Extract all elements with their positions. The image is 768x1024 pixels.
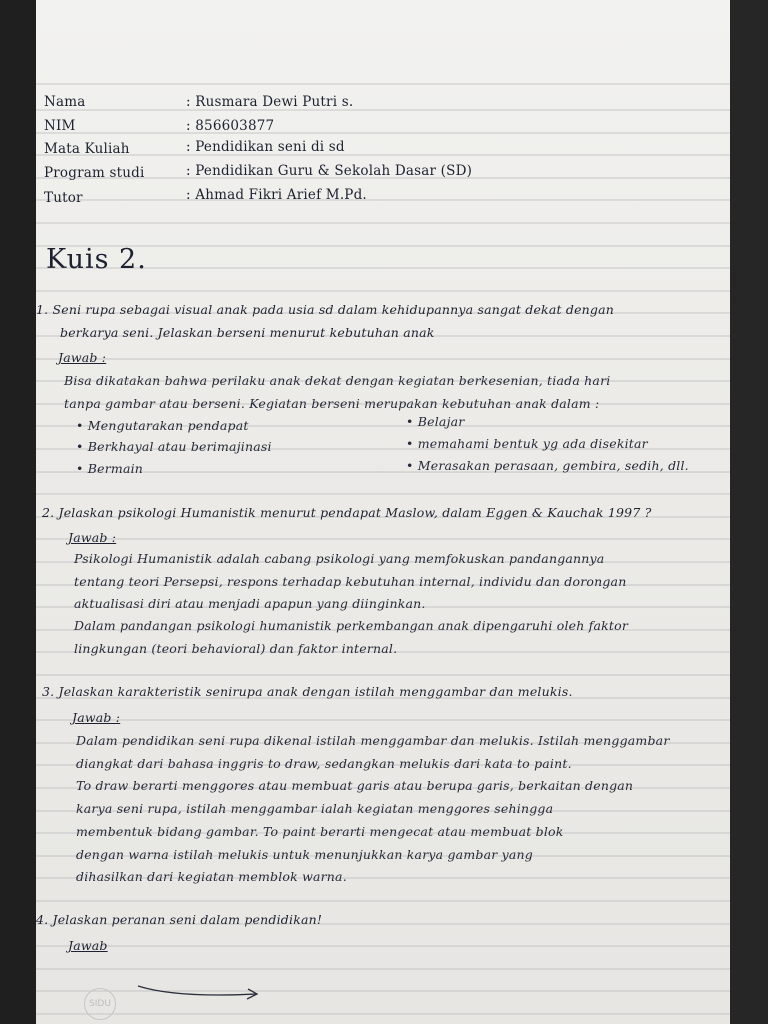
question-1-bullet-right-2: • memahami bentuk yg ada disekitar bbox=[406, 436, 648, 451]
question-2-answer-line-5: lingkungan (teori behavioral) dan faktor internal. bbox=[74, 641, 398, 656]
sidu-watermark: SIDU bbox=[84, 988, 116, 1020]
question-1-line-2: berkarya seni. Jelaskan berseni menurut kebutuhan anak bbox=[60, 325, 435, 340]
header-value-tutor: : Ahmad Fikri Arief M.Pd. bbox=[186, 187, 367, 203]
question-4-line-1: 4. Jelaskan peranan seni dalam pendidikan! bbox=[36, 912, 323, 927]
question-2-answer-line-4: Dalam pandangan psikologi humanistik perkembangan anak dipengaruhi oleh faktor bbox=[74, 618, 629, 633]
header-value-mata-kuliah: : Pendidikan seni di sd bbox=[186, 139, 345, 155]
question-2-answer-line-2: tentang teori Persepsi, respons terhadap kebutuhan internal, individu dan dorongan bbox=[74, 574, 627, 589]
question-1-bullet-right-3: • Merasakan perasaan, gembira, sedih, dll. bbox=[406, 458, 689, 473]
header-label-mata-kuliah: Mata Kuliah bbox=[44, 141, 130, 157]
question-3-answer-line-6: dengan warna istilah melukis untuk menunjukkan karya gambar yang bbox=[76, 847, 533, 862]
question-1-answer-line-1: Bisa dikatakan bahwa perilaku anak dekat dengan kegiatan berkesenian, tiada hari bbox=[64, 373, 611, 388]
header-value-nama: : Rusmara Dewi Putri s. bbox=[186, 94, 354, 110]
header-label-nim: NIM bbox=[44, 118, 76, 134]
arrow-right-icon bbox=[136, 980, 266, 1008]
question-3-answer-line-2: diangkat dari bahasa inggris to draw, sedangkan melukis dari kata to paint. bbox=[76, 756, 572, 771]
question-1-bullet-left-1: • Mengutarakan pendapat bbox=[76, 418, 249, 433]
header-label-program-studi: Program studi bbox=[44, 165, 145, 181]
header-value-program-studi: : Pendidikan Guru & Sekolah Dasar (SD) bbox=[186, 163, 473, 179]
question-2-answer-label: Jawab : bbox=[68, 530, 117, 545]
question-3-answer-line-7: dihasilkan dari kegiatan memblok warna. bbox=[76, 869, 347, 884]
question-1-bullet-right-1: • Belajar bbox=[406, 414, 465, 429]
page-title: Kuis 2. bbox=[46, 244, 147, 275]
header-value-nim: : 856603877 bbox=[186, 118, 275, 134]
question-3-line-1: 3. Jelaskan karakteristik senirupa anak dengan istilah menggambar dan melukis. bbox=[42, 684, 573, 699]
question-3-answer-line-5: membentuk bidang gambar. To paint berarti mengecat atau membuat blok bbox=[76, 824, 564, 839]
header-label-tutor: Tutor bbox=[44, 190, 83, 206]
question-1-bullet-left-3: • Bermain bbox=[76, 461, 144, 476]
notebook-page bbox=[36, 0, 730, 1024]
question-3-answer-line-1: Dalam pendidikan seni rupa dikenal istilah menggambar dan melukis. Istilah menggambar bbox=[76, 733, 670, 748]
background-right bbox=[730, 0, 768, 1024]
question-2-line-1: 2. Jelaskan psikologi Humanistik menurut pendapat Maslow, dalam Eggen & Kauchak 1997 ? bbox=[42, 505, 652, 520]
question-1-bullet-left-2: • Berkhayal atau berimajinasi bbox=[76, 439, 272, 454]
question-4-answer-label: Jawab bbox=[68, 938, 108, 953]
question-2-answer-line-1: Psikologi Humanistik adalah cabang psikologi yang memfokuskan pandangannya bbox=[74, 551, 605, 566]
question-2-answer-line-3: aktualisasi diri atau menjadi apapun yang diinginkan. bbox=[74, 596, 426, 611]
header-label-nama: Nama bbox=[44, 94, 86, 110]
question-3-answer-label: Jawab : bbox=[72, 710, 121, 725]
background-left bbox=[0, 0, 36, 1024]
question-3-answer-line-4: karya seni rupa, istilah menggambar ialah kegiatan menggores sehingga bbox=[76, 801, 554, 816]
question-1-answer-line-2: tanpa gambar atau berseni. Kegiatan berseni merupakan kebutuhan anak dalam : bbox=[64, 396, 600, 411]
question-3-answer-line-3: To draw berarti menggores atau membuat garis atau berupa garis, berkaitan dengan bbox=[76, 778, 634, 793]
question-1-answer-label: Jawab : bbox=[58, 350, 107, 365]
question-1-line-1: 1. Seni rupa sebagai visual anak pada usia sd dalam kehidupannya sangat dekat dengan bbox=[36, 302, 615, 317]
